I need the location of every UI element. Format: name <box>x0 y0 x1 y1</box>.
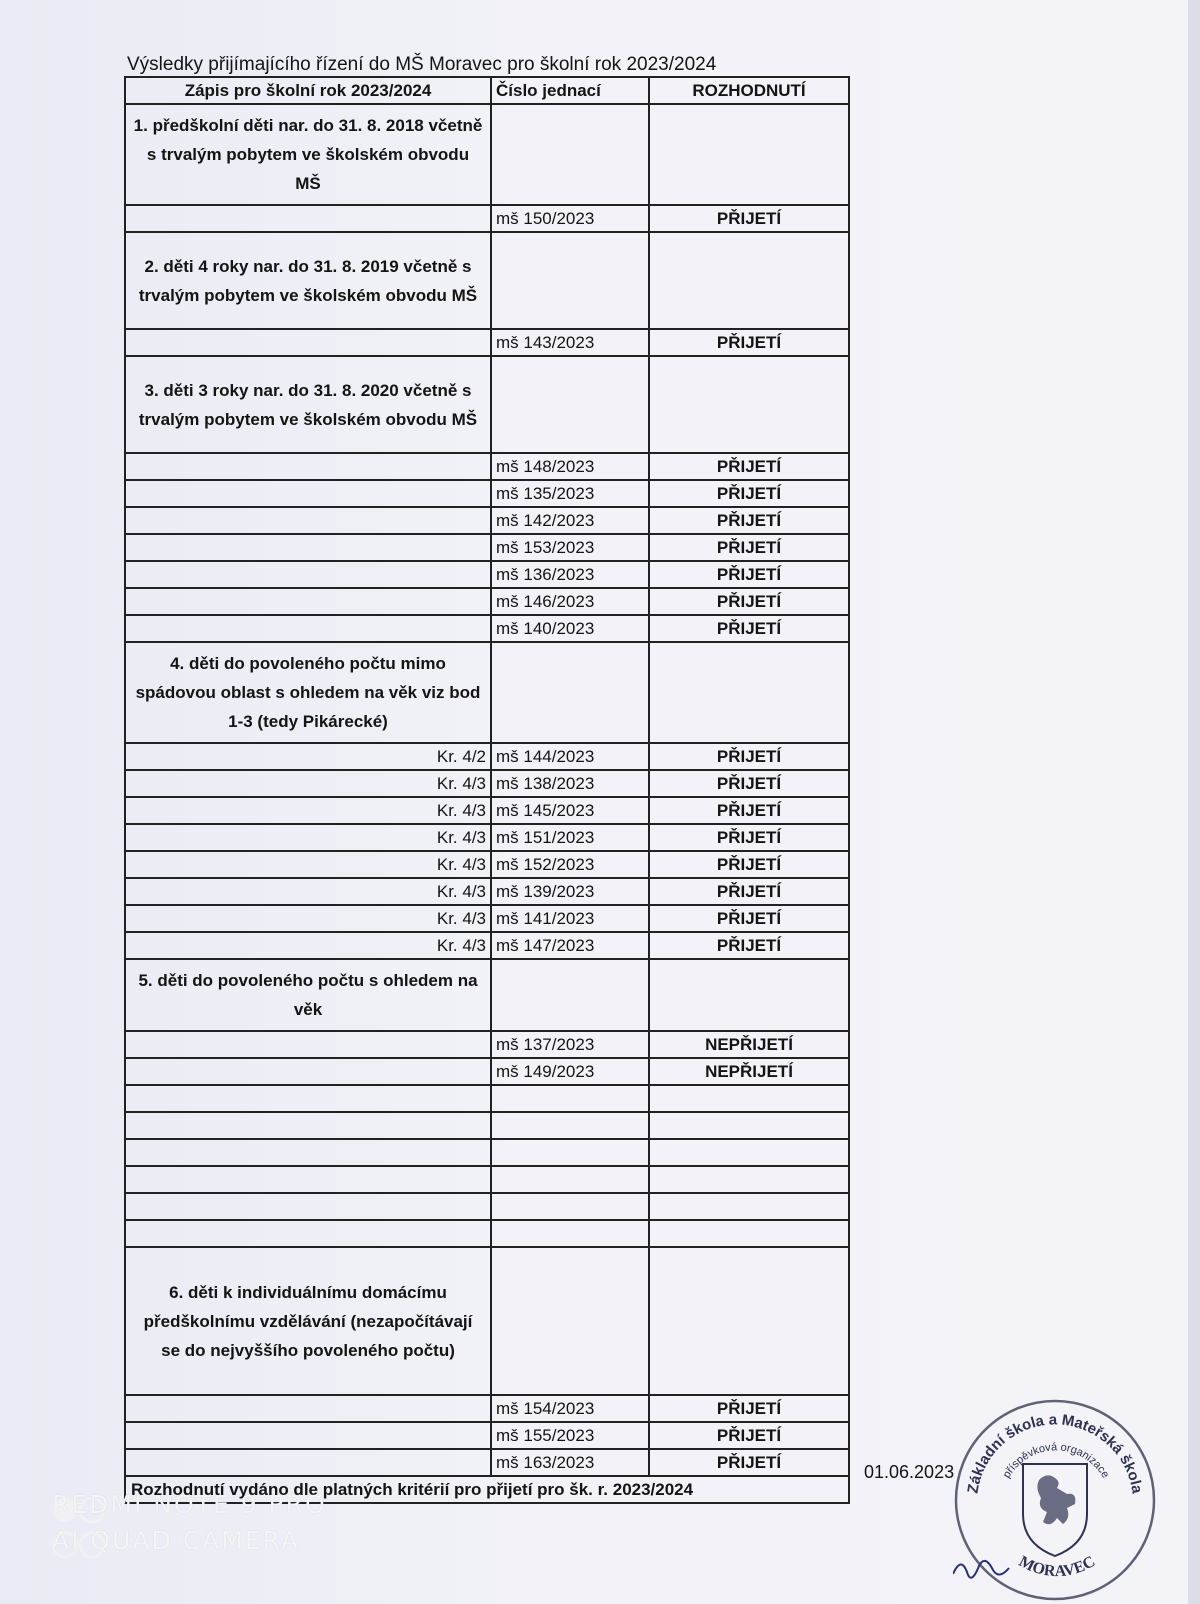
table-header-row <box>125 77 849 104</box>
decision <box>649 1193 849 1220</box>
criterion-note: Kr. 4/3 <box>125 905 491 932</box>
reference-number: mš 142/2023 <box>491 507 649 534</box>
reference-number <box>491 1166 649 1193</box>
criterion-note: Kr. 4/3 <box>125 824 491 851</box>
section-row <box>125 104 849 205</box>
decision: PŘIJETÍ <box>649 534 849 561</box>
decision: PŘIJETÍ <box>649 588 849 615</box>
section-title: 1. předškolní děti nar. do 31. 8. 2018 včetně s trvalým pobytem ve školském obvodu MŠ <box>125 104 491 205</box>
table-row <box>125 1112 849 1139</box>
empty-cell <box>649 356 849 453</box>
stamp-inner-text: příspěvková organizace <box>1000 1441 1112 1481</box>
empty-cell <box>649 104 849 205</box>
table-row <box>125 824 849 851</box>
empty-cell <box>649 642 849 743</box>
criterion-note: Kr. 4/3 <box>125 770 491 797</box>
decision: PŘIJETÍ <box>649 1449 849 1476</box>
table-row <box>125 1395 849 1422</box>
reference-number <box>491 1085 649 1112</box>
document-title: Výsledky přijímajícího řízení do MŠ Moravec pro školní rok 2023/2024 <box>127 54 717 75</box>
criterion-note <box>125 1112 491 1139</box>
svg-text:příspěvková organizace <box>1001 1441 1112 1480</box>
reference-number: mš 137/2023 <box>491 1031 649 1058</box>
criterion-note <box>125 205 491 232</box>
table-row <box>125 743 849 770</box>
signature-icon <box>953 1561 1009 1578</box>
reference-number: mš 141/2023 <box>491 905 649 932</box>
table-row <box>125 905 849 932</box>
reference-number: mš 136/2023 <box>491 561 649 588</box>
decision <box>649 1220 849 1247</box>
table-row <box>125 797 849 824</box>
empty-cell <box>491 959 649 1031</box>
decision <box>649 1139 849 1166</box>
empty-cell <box>649 1247 849 1395</box>
watermark-line-1: REDMI NOTE 9 PRO <box>52 1490 327 1519</box>
reference-number: mš 140/2023 <box>491 615 649 642</box>
criterion-note <box>125 453 491 480</box>
table-row <box>125 1449 849 1476</box>
decision: PŘIJETÍ <box>649 851 849 878</box>
reference-number: mš 149/2023 <box>491 1058 649 1085</box>
decision: PŘIJETÍ <box>649 453 849 480</box>
decision: PŘIJETÍ <box>649 797 849 824</box>
decision: PŘIJETÍ <box>649 743 849 770</box>
section-row <box>125 642 849 743</box>
section-title: 6. děti k individuálnímu domácímu předškolnímu vzdělávání (nezapočítávají se do nejvyššího povoleného počtu) <box>125 1247 491 1395</box>
criterion-note <box>125 480 491 507</box>
reference-number: mš 139/2023 <box>491 878 649 905</box>
decision: PŘIJETÍ <box>649 878 849 905</box>
reference-number: mš 152/2023 <box>491 851 649 878</box>
decision: NEPŘIJETÍ <box>649 1058 849 1085</box>
criterion-note <box>125 1395 491 1422</box>
table-row <box>125 770 849 797</box>
criterion-note <box>125 1220 491 1247</box>
empty-cell <box>491 642 649 743</box>
reference-number: mš 147/2023 <box>491 932 649 959</box>
reference-number: mš 143/2023 <box>491 329 649 356</box>
section-title: 2. děti 4 roky nar. do 31. 8. 2019 včetně s trvalým pobytem ve školském obvodu MŠ <box>125 232 491 329</box>
criterion-note <box>125 534 491 561</box>
criterion-note <box>125 1422 491 1449</box>
issue-date: 01.06.2023 <box>864 1462 955 1482</box>
table-row <box>125 1058 849 1085</box>
table-row <box>125 1220 849 1247</box>
criterion-note <box>125 1139 491 1166</box>
criterion-note <box>125 561 491 588</box>
section-row <box>125 959 849 1031</box>
reference-number: mš 154/2023 <box>491 1395 649 1422</box>
reference-number: mš 163/2023 <box>491 1449 649 1476</box>
table-row <box>125 1139 849 1166</box>
reference-number: mš 146/2023 <box>491 588 649 615</box>
decision: PŘIJETÍ <box>649 561 849 588</box>
page-edge <box>1188 0 1200 1604</box>
empty-cell <box>491 232 649 329</box>
table-row <box>125 507 849 534</box>
reference-number: mš 155/2023 <box>491 1422 649 1449</box>
decision: NEPŘIJETÍ <box>649 1031 849 1058</box>
stamp-bottom-text: MORAVEC <box>1016 1553 1099 1581</box>
decision: PŘIJETÍ <box>649 507 849 534</box>
decision: PŘIJETÍ <box>649 329 849 356</box>
decision: PŘIJETÍ <box>649 205 849 232</box>
table-row <box>125 1422 849 1449</box>
section-title: 4. děti do povoleného počtu mimo spádovou oblast s ohledem na věk viz bod 1-3 (tedy Pikárecké) <box>125 642 491 743</box>
decision: PŘIJETÍ <box>649 932 849 959</box>
decision: PŘIJETÍ <box>649 615 849 642</box>
table-row <box>125 453 849 480</box>
header-enrollment: Zápis pro školní rok 2023/2024 <box>125 77 491 104</box>
empty-cell <box>649 959 849 1031</box>
decision: PŘIJETÍ <box>649 480 849 507</box>
criterion-note <box>125 1031 491 1058</box>
criterion-note <box>125 588 491 615</box>
criterion-note <box>125 1058 491 1085</box>
decision: PŘIJETÍ <box>649 1395 849 1422</box>
criterion-note: Kr. 4/2 <box>125 743 491 770</box>
table-row <box>125 534 849 561</box>
table-row <box>125 1193 849 1220</box>
decision <box>649 1085 849 1112</box>
header-decision: ROZHODNUTÍ <box>649 77 849 104</box>
table-row <box>125 932 849 959</box>
reference-number: mš 151/2023 <box>491 824 649 851</box>
reference-number: mš 145/2023 <box>491 797 649 824</box>
reference-number <box>491 1112 649 1139</box>
svg-text:MORAVEC <box>1016 1553 1098 1580</box>
empty-cell <box>491 356 649 453</box>
reference-number: mš 138/2023 <box>491 770 649 797</box>
watermark-line-2: AI QUAD CAMERA <box>52 1526 301 1555</box>
criterion-note: Kr. 4/3 <box>125 797 491 824</box>
section-row <box>125 232 849 329</box>
reference-number: mš 135/2023 <box>491 480 649 507</box>
criterion-note: Kr. 4/3 <box>125 851 491 878</box>
section-row <box>125 1247 849 1395</box>
decision <box>649 1112 849 1139</box>
reference-number: mš 153/2023 <box>491 534 649 561</box>
decision: PŘIJETÍ <box>649 1422 849 1449</box>
reference-number <box>491 1139 649 1166</box>
empty-cell <box>649 232 849 329</box>
criterion-note: Kr. 4/3 <box>125 878 491 905</box>
criterion-note <box>125 1449 491 1476</box>
criterion-note <box>125 329 491 356</box>
criterion-note <box>125 1085 491 1112</box>
section-row <box>125 356 849 453</box>
criterion-note <box>125 1193 491 1220</box>
decision: PŘIJETÍ <box>649 824 849 851</box>
header-reference-number: Číslo jednací <box>491 77 649 104</box>
table-row <box>125 851 849 878</box>
decision <box>649 1166 849 1193</box>
coat-of-arms-icon <box>1023 1464 1087 1556</box>
section-title: 5. děti do povoleného počtu s ohledem na věk <box>125 959 491 1031</box>
table-row <box>125 588 849 615</box>
results-table <box>124 76 850 1504</box>
footer-note: Rozhodnutí vydáno dle platných kritérií pro přijetí pro šk. r. 2023/2024 <box>125 1476 849 1503</box>
reference-number: mš 144/2023 <box>491 743 649 770</box>
empty-cell <box>491 1247 649 1395</box>
school-stamp <box>953 1398 1157 1602</box>
section-title: 3. děti 3 roky nar. do 31. 8. 2020 včetně s trvalým pobytem ve školském obvodu MŠ <box>125 356 491 453</box>
table-row <box>125 615 849 642</box>
stamp-outer-text: Základní škola a Mateřská škola <box>964 1411 1146 1495</box>
table-row <box>125 480 849 507</box>
decision: PŘIJETÍ <box>649 905 849 932</box>
table-row <box>125 205 849 232</box>
table-row <box>125 329 849 356</box>
criterion-note <box>125 615 491 642</box>
table-row <box>125 561 849 588</box>
criterion-note <box>125 507 491 534</box>
table-row <box>125 878 849 905</box>
reference-number <box>491 1220 649 1247</box>
criterion-note: Kr. 4/3 <box>125 932 491 959</box>
decision: PŘIJETÍ <box>649 770 849 797</box>
reference-number: mš 150/2023 <box>491 205 649 232</box>
table-row <box>125 1031 849 1058</box>
empty-cell <box>491 104 649 205</box>
table-row <box>125 1085 849 1112</box>
criterion-note <box>125 1166 491 1193</box>
table-row <box>125 1166 849 1193</box>
reference-number: mš 148/2023 <box>491 453 649 480</box>
reference-number <box>491 1193 649 1220</box>
